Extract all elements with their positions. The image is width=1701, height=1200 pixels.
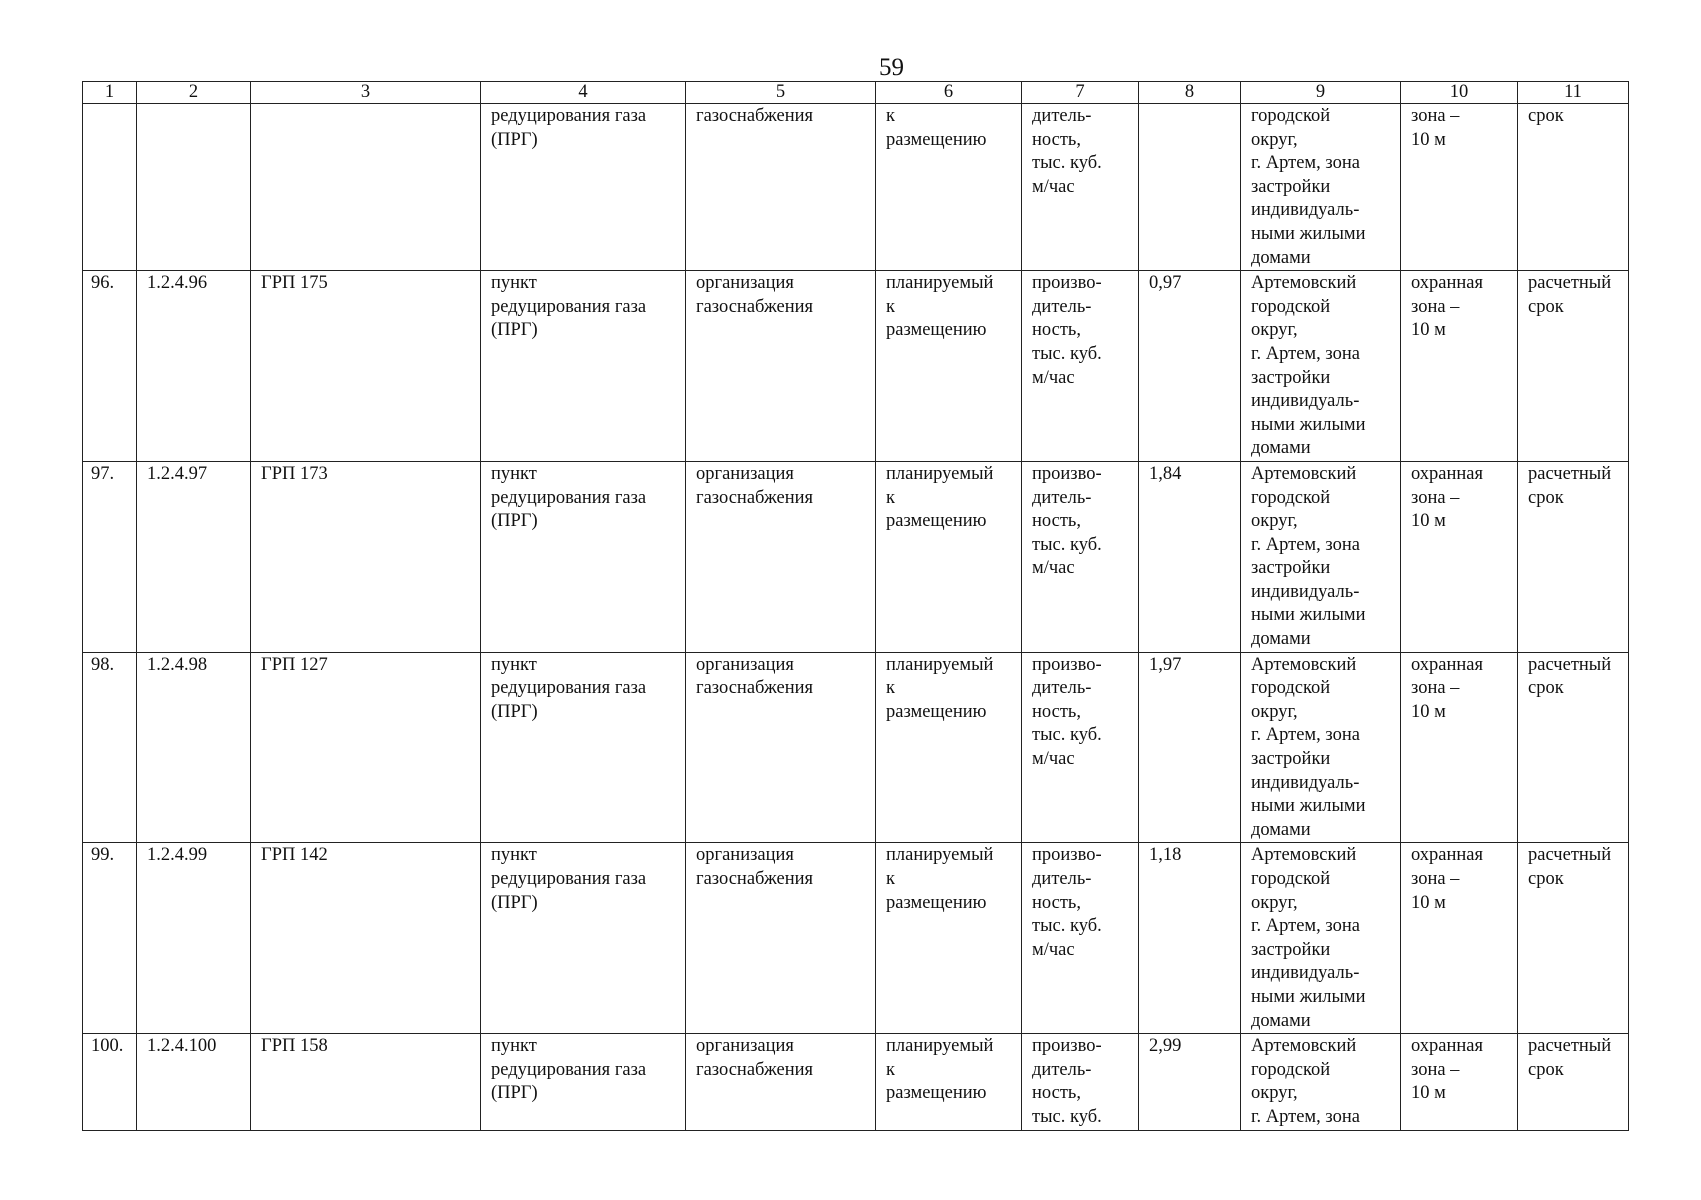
object-location-line: г. Артем, зона xyxy=(1251,343,1360,364)
parameter-value-cell xyxy=(1139,1034,1241,1130)
object-purpose-cell xyxy=(686,652,876,843)
object-type-cell xyxy=(481,271,686,462)
zone-characteristic-line: зона – xyxy=(1411,869,1460,889)
object-type-line: редуцирования газа xyxy=(491,869,647,889)
object-location-line: ными жилыми xyxy=(1251,414,1366,435)
parameter-name-line: произво- xyxy=(1032,1036,1102,1057)
object-location-line: округ, xyxy=(1251,511,1298,532)
object-location-line: округ, xyxy=(1251,701,1298,722)
row-number-cell xyxy=(83,843,137,1034)
row-number-cell xyxy=(83,1034,137,1130)
object-location-cell xyxy=(1241,271,1401,462)
column-header: 2 xyxy=(137,82,251,104)
row-number: 98. xyxy=(91,654,115,675)
zone-characteristic-cell xyxy=(1401,843,1518,1034)
object-type-line: редуцирования газа xyxy=(491,678,647,699)
object-type-line: (ПРГ) xyxy=(491,892,538,913)
object-purpose-line: организация xyxy=(696,463,794,484)
object-purpose-cell xyxy=(686,843,876,1034)
implementation-term-line: срок xyxy=(1528,106,1564,126)
parameter-name-line: произво- xyxy=(1032,463,1102,484)
zone-characteristic-line: 10 м xyxy=(1411,892,1446,913)
row-number: 100. xyxy=(91,1036,124,1057)
object-status-line: планируемый xyxy=(886,463,994,484)
zone-characteristic-line: зона – xyxy=(1411,487,1460,508)
object-name-cell xyxy=(251,652,481,843)
object-purpose-line: газоснабжения xyxy=(696,487,814,508)
zone-characteristic-line: зона – xyxy=(1411,678,1460,699)
implementation-term-line: расчетный xyxy=(1528,463,1612,484)
object-location-line: индивидуаль- xyxy=(1251,772,1360,793)
object-location-line: округ, xyxy=(1251,1083,1298,1104)
object-location-line: г. Артем, зона xyxy=(1251,1106,1360,1127)
zone-characteristic-line: 10 м xyxy=(1411,1083,1446,1104)
parameter-name-line: тыс. куб. xyxy=(1032,725,1102,746)
object-status-line: размещению xyxy=(886,129,987,150)
parameter-name-line: дитель- xyxy=(1032,106,1092,126)
object-location-line: округ, xyxy=(1251,129,1298,150)
object-type-line: пункт xyxy=(491,463,537,484)
object-status-line: к xyxy=(886,678,895,699)
object-location-line: округ, xyxy=(1251,320,1298,341)
object-purpose-line: организация xyxy=(696,1036,794,1057)
object-location-line: Артемовский xyxy=(1251,845,1357,866)
object-purpose-line: газоснабжения xyxy=(696,678,814,699)
row-number-cell xyxy=(83,461,137,652)
object-purpose-cell xyxy=(686,1034,876,1130)
page-number: 59 xyxy=(879,54,904,81)
implementation-term-cell xyxy=(1518,271,1629,462)
implementation-term-cell xyxy=(1518,843,1629,1034)
parameter-value-cell xyxy=(1139,461,1241,652)
row-number: 99. xyxy=(91,845,115,866)
object-status-cell xyxy=(876,652,1022,843)
zone-characteristic-line: 10 м xyxy=(1411,129,1446,150)
object-status-line: к xyxy=(886,106,895,126)
object-location-line: городской xyxy=(1251,1059,1331,1080)
object-status-cell xyxy=(876,271,1022,462)
parameter-name-line: произво- xyxy=(1032,845,1102,866)
implementation-term-line: расчетный xyxy=(1528,1036,1612,1057)
column-header: 7 xyxy=(1022,82,1139,104)
object-status-line: размещению xyxy=(886,320,987,341)
object-status-line: планируемый xyxy=(886,273,994,294)
table-row xyxy=(83,1034,1629,1130)
object-purpose-line: газоснабжения xyxy=(696,869,814,889)
object-location-cell xyxy=(1241,1034,1401,1130)
object-location-line: г. Артем, зона xyxy=(1251,725,1360,746)
parameter-name-line: ность, xyxy=(1032,701,1081,722)
object-location-line: округ, xyxy=(1251,892,1298,913)
table-row xyxy=(83,461,1629,652)
zone-characteristic-cell xyxy=(1401,271,1518,462)
object-status-line: к xyxy=(886,1059,895,1080)
item-code: 1.2.4.99 xyxy=(147,845,208,866)
parameter-value: 1,18 xyxy=(1149,845,1182,866)
object-location-line: Артемовский xyxy=(1251,463,1357,484)
implementation-term-line: расчетный xyxy=(1528,654,1612,675)
parameter-name-cell xyxy=(1022,652,1139,843)
zone-characteristic-line: охранная xyxy=(1411,463,1484,484)
table-row xyxy=(83,104,1629,271)
object-status-line: размещению xyxy=(886,892,987,913)
zone-characteristic-cell xyxy=(1401,104,1518,271)
parameter-name-line: ность, xyxy=(1032,892,1081,913)
row-number: 96. xyxy=(91,273,115,294)
implementation-term-cell xyxy=(1518,461,1629,652)
parameter-value: 1,97 xyxy=(1149,654,1182,675)
object-purpose-line: организация xyxy=(696,273,794,294)
object-type-line: пункт xyxy=(491,654,537,675)
parameter-name-cell xyxy=(1022,271,1139,462)
object-purpose-line: газоснабжения xyxy=(696,106,814,126)
object-location-line: застройки xyxy=(1251,749,1331,770)
object-type-cell xyxy=(481,1034,686,1130)
implementation-term-line: расчетный xyxy=(1528,273,1612,294)
parameter-value-cell xyxy=(1139,843,1241,1034)
row-number: 97. xyxy=(91,463,115,484)
item-code: 1.2.4.97 xyxy=(147,463,208,484)
parameter-name-line: ность, xyxy=(1032,129,1081,150)
object-status-line: планируемый xyxy=(886,845,994,866)
object-type-line: редуцирования газа xyxy=(491,487,647,508)
object-location-line: застройки xyxy=(1251,939,1331,960)
object-type-line: редуцирования газа xyxy=(491,1059,647,1080)
parameter-value-cell xyxy=(1139,652,1241,843)
object-location-cell xyxy=(1241,104,1401,271)
item-code: 1.2.4.100 xyxy=(147,1036,217,1057)
object-location-line: г. Артем, зона xyxy=(1251,916,1360,937)
zone-characteristic-cell xyxy=(1401,461,1518,652)
parameter-name-line: дитель- xyxy=(1032,487,1092,508)
object-status-line: планируемый xyxy=(886,654,994,675)
parameter-name-cell xyxy=(1022,843,1139,1034)
parameter-name-line: тыс. куб. xyxy=(1032,1106,1102,1127)
zone-characteristic-line: 10 м xyxy=(1411,511,1446,532)
parameter-name-cell xyxy=(1022,461,1139,652)
object-location-line: ными жилыми xyxy=(1251,223,1366,244)
object-type-line: пункт xyxy=(491,1036,537,1057)
parameter-name-line: тыс. куб. xyxy=(1032,343,1102,364)
row-number-cell xyxy=(83,271,137,462)
object-location-line: домами xyxy=(1251,247,1311,268)
object-status-cell xyxy=(876,1034,1022,1130)
object-purpose-cell xyxy=(686,104,876,271)
item-code-cell xyxy=(137,104,251,271)
column-header: 4 xyxy=(481,82,686,104)
object-purpose-line: организация xyxy=(696,654,794,675)
object-location-line: городской xyxy=(1251,678,1331,699)
object-location-line: городской xyxy=(1251,296,1331,317)
object-purpose-line: газоснабжения xyxy=(696,296,814,317)
object-type-line: (ПРГ) xyxy=(491,701,538,722)
column-header: 10 xyxy=(1401,82,1518,104)
item-code: 1.2.4.98 xyxy=(147,654,208,675)
column-header: 5 xyxy=(686,82,876,104)
table-row xyxy=(83,652,1629,843)
item-code-cell xyxy=(137,843,251,1034)
parameter-name-line: произво- xyxy=(1032,273,1102,294)
object-type-line: (ПРГ) xyxy=(491,511,538,532)
zone-characteristic-line: зона – xyxy=(1411,296,1460,317)
object-status-cell xyxy=(876,843,1022,1034)
zone-characteristic-cell xyxy=(1401,1034,1518,1130)
object-status-line: к xyxy=(886,296,895,317)
implementation-term-line: срок xyxy=(1528,1059,1564,1080)
object-location-line: г. Артем, зона xyxy=(1251,534,1360,555)
object-location-line: домами xyxy=(1251,819,1311,840)
object-type-cell xyxy=(481,843,686,1034)
object-status-cell xyxy=(876,104,1022,271)
object-purpose-line: газоснабжения xyxy=(696,1059,814,1080)
parameter-name-line: м/час xyxy=(1032,558,1075,579)
object-location-cell xyxy=(1241,652,1401,843)
column-header: 1 xyxy=(83,82,137,104)
object-type-line: редуцирования газа xyxy=(491,106,647,126)
parameter-name-line: ность, xyxy=(1032,320,1081,341)
parameter-name-line: ность, xyxy=(1032,1083,1081,1104)
object-status-line: к xyxy=(886,487,895,508)
object-type-cell xyxy=(481,104,686,271)
object-status-cell xyxy=(876,461,1022,652)
object-status-line: размещению xyxy=(886,701,987,722)
object-location-line: городской xyxy=(1251,106,1331,126)
object-name: ГРП 175 xyxy=(261,273,328,294)
object-name: ГРП 173 xyxy=(261,463,328,484)
object-type-line: редуцирования газа xyxy=(491,296,647,317)
object-type-line: (ПРГ) xyxy=(491,320,538,341)
object-status-line: размещению xyxy=(886,1083,987,1104)
parameter-value: 0,97 xyxy=(1149,273,1182,294)
object-name: ГРП 127 xyxy=(261,654,328,675)
object-name-cell xyxy=(251,271,481,462)
object-location-line: домами xyxy=(1251,629,1311,650)
object-location-line: ными жилыми xyxy=(1251,605,1366,626)
object-type-line: пункт xyxy=(491,845,537,866)
zone-characteristic-line: зона – xyxy=(1411,106,1460,126)
object-purpose-cell xyxy=(686,271,876,462)
object-type-line: пункт xyxy=(491,273,537,294)
row-number-cell xyxy=(83,652,137,843)
object-location-line: ными жилыми xyxy=(1251,796,1366,817)
object-location-line: домами xyxy=(1251,1010,1311,1031)
object-name-cell xyxy=(251,104,481,271)
object-location-line: домами xyxy=(1251,438,1311,459)
object-location-line: застройки xyxy=(1251,176,1331,197)
object-location-line: индивидуаль- xyxy=(1251,200,1360,221)
object-location-line: Артемовский xyxy=(1251,1036,1357,1057)
object-status-line: к xyxy=(886,869,895,889)
object-location-line: индивидуаль- xyxy=(1251,963,1360,984)
item-code-cell xyxy=(137,271,251,462)
parameter-name-line: дитель- xyxy=(1032,296,1092,317)
object-type-line: (ПРГ) xyxy=(491,1083,538,1104)
parameter-value: 2,99 xyxy=(1149,1036,1182,1057)
object-location-line: индивидуаль- xyxy=(1251,391,1360,412)
object-name: ГРП 158 xyxy=(261,1036,328,1057)
object-name-cell xyxy=(251,1034,481,1130)
implementation-term-cell xyxy=(1518,104,1629,271)
implementation-term-cell xyxy=(1518,652,1629,843)
table-header-row xyxy=(83,82,1629,104)
parameter-value-cell xyxy=(1139,271,1241,462)
object-location-line: Артемовский xyxy=(1251,654,1357,675)
zone-characteristic-line: охранная xyxy=(1411,654,1484,675)
objects-table xyxy=(82,81,1629,1131)
column-header: 6 xyxy=(876,82,1022,104)
parameter-name-line: дитель- xyxy=(1032,869,1092,889)
zone-characteristic-line: зона – xyxy=(1411,1059,1460,1080)
row-number-cell xyxy=(83,104,137,271)
object-type-line: (ПРГ) xyxy=(491,129,538,150)
parameter-name-line: дитель- xyxy=(1032,1059,1092,1080)
parameter-value-cell xyxy=(1139,104,1241,271)
table-row xyxy=(83,271,1629,462)
object-location-cell xyxy=(1241,461,1401,652)
object-location-line: застройки xyxy=(1251,367,1331,388)
item-code: 1.2.4.96 xyxy=(147,273,208,294)
parameter-name-cell xyxy=(1022,104,1139,271)
parameter-name-line: произво- xyxy=(1032,654,1102,675)
object-purpose-line: организация xyxy=(696,845,794,866)
column-header: 8 xyxy=(1139,82,1241,104)
implementation-term-line: срок xyxy=(1528,869,1564,889)
item-code-cell xyxy=(137,1034,251,1130)
parameter-name-line: м/час xyxy=(1032,176,1075,197)
column-header: 9 xyxy=(1241,82,1401,104)
object-status-line: размещению xyxy=(886,511,987,532)
object-location-line: индивидуаль- xyxy=(1251,581,1360,602)
parameter-name-line: м/час xyxy=(1032,749,1075,770)
zone-characteristic-line: охранная xyxy=(1411,1036,1484,1057)
parameter-name-line: ность, xyxy=(1032,511,1081,532)
object-purpose-cell xyxy=(686,461,876,652)
parameter-name-line: м/час xyxy=(1032,939,1075,960)
column-header: 11 xyxy=(1518,82,1629,104)
table-row xyxy=(83,843,1629,1034)
object-location-line: городской xyxy=(1251,869,1331,889)
object-location-line: городской xyxy=(1251,487,1331,508)
zone-characteristic-cell xyxy=(1401,652,1518,843)
object-location-line: ными жилыми xyxy=(1251,986,1366,1007)
object-name-cell xyxy=(251,461,481,652)
zone-characteristic-line: охранная xyxy=(1411,845,1484,866)
implementation-term-line: срок xyxy=(1528,678,1564,699)
parameter-name-cell xyxy=(1022,1034,1139,1130)
parameter-name-line: тыс. куб. xyxy=(1032,534,1102,555)
table-body xyxy=(83,104,1629,1131)
parameter-name-line: дитель- xyxy=(1032,678,1092,699)
parameter-name-line: тыс. куб. xyxy=(1032,916,1102,937)
zone-characteristic-line: 10 м xyxy=(1411,701,1446,722)
object-type-cell xyxy=(481,461,686,652)
column-header: 3 xyxy=(251,82,481,104)
object-status-line: планируемый xyxy=(886,1036,994,1057)
parameter-value: 1,84 xyxy=(1149,463,1182,484)
object-location-cell xyxy=(1241,843,1401,1034)
object-location-line: г. Артем, зона xyxy=(1251,153,1360,174)
zone-characteristic-line: охранная xyxy=(1411,273,1484,294)
object-name: ГРП 142 xyxy=(261,845,328,866)
parameter-name-line: м/час xyxy=(1032,367,1075,388)
object-type-cell xyxy=(481,652,686,843)
object-name-cell xyxy=(251,843,481,1034)
item-code-cell xyxy=(137,652,251,843)
implementation-term-line: срок xyxy=(1528,487,1564,508)
implementation-term-cell xyxy=(1518,1034,1629,1130)
zone-characteristic-line: 10 м xyxy=(1411,320,1446,341)
parameter-name-line: тыс. куб. xyxy=(1032,153,1102,174)
object-location-line: Артемовский xyxy=(1251,273,1357,294)
item-code-cell xyxy=(137,461,251,652)
object-location-line: застройки xyxy=(1251,558,1331,579)
implementation-term-line: расчетный xyxy=(1528,845,1612,866)
implementation-term-line: срок xyxy=(1528,296,1564,317)
